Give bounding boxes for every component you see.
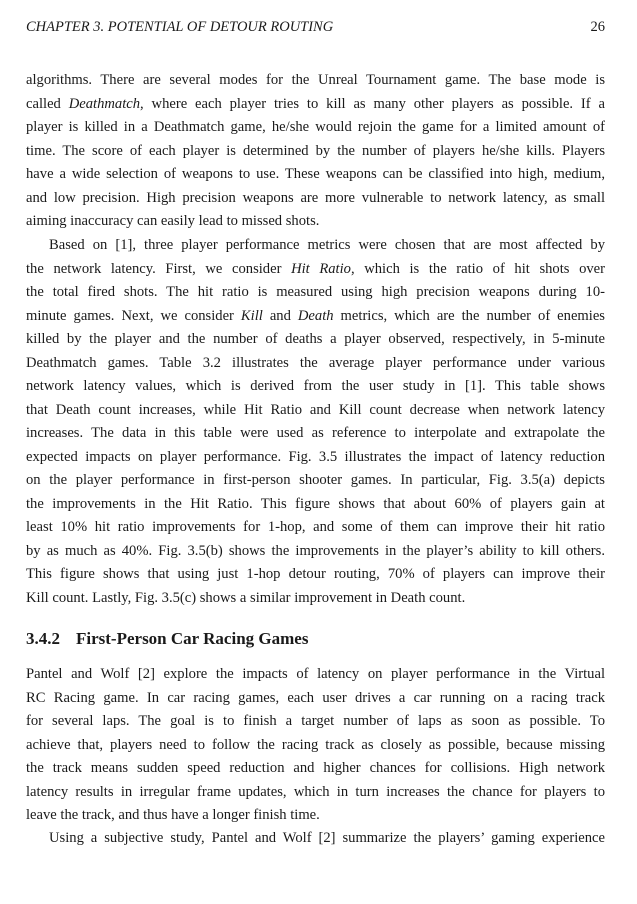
- text-run: algorithms. There are several modes for the Unreal Tournament game. The base mode is: [26, 72, 605, 88]
- text-run: achieve that, players need to follow the racing track as closely as possible, because missing: [26, 736, 605, 753]
- text-line: [26, 94, 605, 114]
- text-line: [26, 282, 605, 302]
- text-run: have a wide selection of weapons to use. These weapons can be classified into high, medium,: [26, 166, 605, 182]
- text-line: [26, 494, 605, 514]
- text-run: the track means sudden speed reduction and higher chances for collisions. High network: [26, 760, 605, 776]
- section-title: First-Person Car Racing Games: [76, 629, 309, 648]
- text-run: Deathmatch games. Table 3.2 illustrates the average player performance under various: [26, 354, 605, 371]
- text-line: [26, 117, 605, 137]
- text-line: [26, 711, 605, 731]
- text-run: increases. The data in this table were used as reference to interpolate and extrapolate the: [26, 425, 605, 441]
- text-line: [26, 423, 605, 443]
- text-run: network latency values, which is derived from the user study in [1]. This table shows: [26, 378, 605, 394]
- text-run: metrics, which are the number of enemies: [333, 307, 605, 324]
- text-run: This figure shows that using just 1-hop detour routing, 70% of players can improve their: [26, 566, 605, 582]
- text-line: [26, 564, 605, 584]
- text-run: called: [26, 95, 69, 112]
- text-run: the total fired shots. The hit ratio is measured using high precision weapons during 10-: [26, 284, 605, 300]
- text-line: [26, 541, 605, 561]
- text-run: RC Racing game. In car racing games, each user drives a car running on a racing track: [26, 689, 605, 706]
- text-line: [26, 329, 605, 349]
- text-run: Pantel and Wolf [2] explore the impacts of latency on player performance in the Virtual: [26, 666, 605, 682]
- text-run: expected impacts on player performance. Fig. 3.5 illustrates the impact of latency reduction: [26, 448, 605, 465]
- text-line: [26, 470, 605, 490]
- text-line: [26, 400, 605, 420]
- text-run: least 10% hit ratio improvements for 1-hop, and some of them can improve their hit ratio: [26, 519, 605, 535]
- text-run: time. The score of each player is determined by the number of players he/she kills. Players: [26, 142, 605, 159]
- text-run: Kill count. Lastly, Fig. 3.5(c) shows a similar improvement in Death count.: [26, 589, 466, 606]
- text-line: [26, 141, 605, 161]
- running-header-title: CHAPTER 3. POTENTIAL OF DETOUR ROUTING: [26, 19, 334, 35]
- text-run: killed by the player and the number of deaths a player observed, respectively, in 5-minute: [26, 331, 605, 347]
- text-run: Using a subjective study, Pantel and Wolf [2] summarize the players’ gaming experience: [49, 830, 605, 846]
- text-line: [26, 688, 605, 708]
- text-run: by as much as 40%. Fig. 3.5(b) shows the improvements in the player’s ability to kill others.: [26, 542, 605, 559]
- text-run: latency results in irregular frame updates, which in turn increases the chance for players to: [26, 783, 605, 800]
- text-line: [26, 353, 605, 373]
- page-number: 26: [590, 19, 605, 35]
- text-run: , where each player tries to kill as many other players as possible. If a: [140, 95, 605, 112]
- text-run: aiming inaccuracy can easily lead to missed shots.: [26, 213, 320, 229]
- emphasized-term: Death: [297, 307, 334, 324]
- text-line: [26, 758, 605, 778]
- text-run: on the player performance in first-person shooter games. In particular, Fig. 3.5(a) depicts: [26, 472, 605, 488]
- text-line: [26, 447, 605, 467]
- text-line: [26, 735, 605, 755]
- text-line: [26, 188, 605, 208]
- section-heading: [26, 629, 308, 649]
- text-line: [26, 164, 605, 184]
- emphasized-term: Hit Ratio: [291, 260, 351, 277]
- text-run: leave the track, and thus have a longer finish time.: [26, 807, 320, 823]
- text-run: and: [262, 307, 298, 324]
- text-run: player is killed in a Deathmatch game, he/she would rejoin the game for a limited amount of: [26, 119, 605, 135]
- text-line: [49, 828, 605, 848]
- text-line: [26, 70, 605, 90]
- text-line: [26, 664, 605, 684]
- text-run: Based on [1], three player performance metrics were chosen that are most affected by: [49, 237, 605, 253]
- text-run: , which is the ratio of hit shots over: [350, 260, 606, 277]
- text-run: for several laps. The goal is to finish a target number of laps as soon as possible. To: [26, 713, 605, 729]
- text-line: [26, 782, 605, 802]
- text-line: [49, 235, 605, 255]
- text-run: the network latency. First, we consider: [26, 260, 292, 277]
- text-line: [26, 376, 605, 396]
- text-line: [26, 805, 605, 825]
- emphasized-term: Deathmatch: [68, 95, 141, 112]
- text-run: the improvements in the Hit Ratio. This figure shows that about 60% of players gain at: [26, 495, 605, 512]
- text-line: [26, 517, 605, 537]
- emphasized-term: Kill: [240, 307, 263, 324]
- text-run: and low precision. High precision weapons are more vulnerable to network latency, as small: [26, 189, 605, 206]
- text-line: [26, 211, 605, 231]
- section-number: 3.4.2: [26, 629, 60, 648]
- text-line: [26, 259, 605, 279]
- text-line: [26, 588, 605, 608]
- text-line: [26, 306, 605, 326]
- text-run: minute games. Next, we consider: [26, 307, 241, 324]
- text-run: that Death count increases, while Hit Ratio and Kill count decrease when network latency: [26, 401, 605, 418]
